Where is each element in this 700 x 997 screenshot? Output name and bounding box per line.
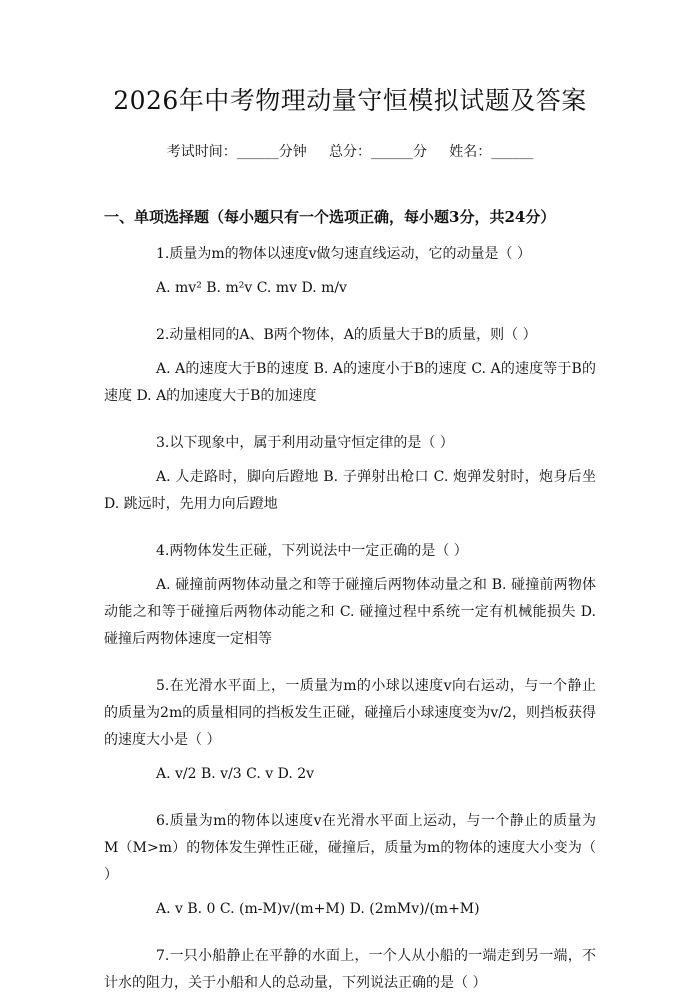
question-number: 1. [156,246,170,262]
question-number: 4. [156,543,170,559]
document-title: 2026年中考物理动量守恒模拟试题及答案 [113,86,587,115]
question-1 [104,241,596,268]
question-number: 2. [156,327,170,343]
section-heading: 一、单项选择题（每小题只有一个选项正确，每小题3分，共24分） [104,208,556,226]
question-number: 3. [156,435,170,451]
question-number: 5. [156,678,170,694]
question-stem: 以下现象中，属于利用动量守恒定律的是（ ） [169,435,454,451]
question-number: 7. [156,948,170,964]
question-number: 6. [156,813,170,829]
question-4-options: A. 碰撞前两物体动量之和等于碰撞后两物体动量之和 B. 碰撞前两物体动能之和等于碰撞后两物体动能之和 C. 碰撞过程中系统一定有机械能损失 D. 碰撞后两物体速度一定相等 [104,577,596,647]
question-1-options: A. mv² B. m²v C. mv D. m/v [156,280,347,296]
question-2 [104,322,596,349]
question-5 [104,673,596,754]
question-stem: 在光滑水平面上，一质量为m的小球以速度v向右运动，与一个静止的质量为2m的质量相同的挡板发生正碰，碰撞后小球速度变为v/2，则挡板获得的速度大小是（ ） [104,678,596,748]
exam-info-line [104,142,596,162]
question-stem: 质量为m的物体以速度v在光滑水平面上运动，与一个静止的质量为M（M>m）的物体发生弹性正碰，碰撞后，质量为m的物体的速度大小变为（ ） [104,813,596,883]
question-7 [104,943,596,997]
question-6 [104,808,596,889]
question-3-options: A. 人走路时，脚向后蹬地 B. 子弹射出枪口 C. 炮弹发射时，炮身后坐 D. 跳远时，先用力向后蹬地 [104,469,596,512]
question-5-options: A. v/2 B. v/3 C. v D. 2v [156,766,315,782]
question-3 [104,430,596,457]
question-stem: 两物体发生正碰，下列说法中一定正确的是（ ） [169,543,468,559]
question-stem: 动量相同的A、B两个物体，A的质量大于B的质量，则（ ） [169,327,537,343]
question-stem: 一只小船静止在平静的水面上，一个人从小船的一端走到另一端，不计水的阻力，关于小船和人的总动量，下列说法正确的是（ ） [104,948,596,991]
question-stem: 质量为m的物体以速度v做匀速直线运动，它的动量是（ ） [169,246,531,262]
question-2-options: A. A的速度大于B的速度 B. A的速度小于B的速度 C. A的速度等于B的速度 D. A的加速度大于B的加速度 [104,361,596,404]
question-4 [104,538,596,565]
question-6-options: A. v B. 0 C. (m-M)v/(m+M) D. (2mMv)/(m+M) [156,901,480,917]
exam-info-text: 考试时间：______分钟 总分：______分 姓名：______ [166,144,534,160]
